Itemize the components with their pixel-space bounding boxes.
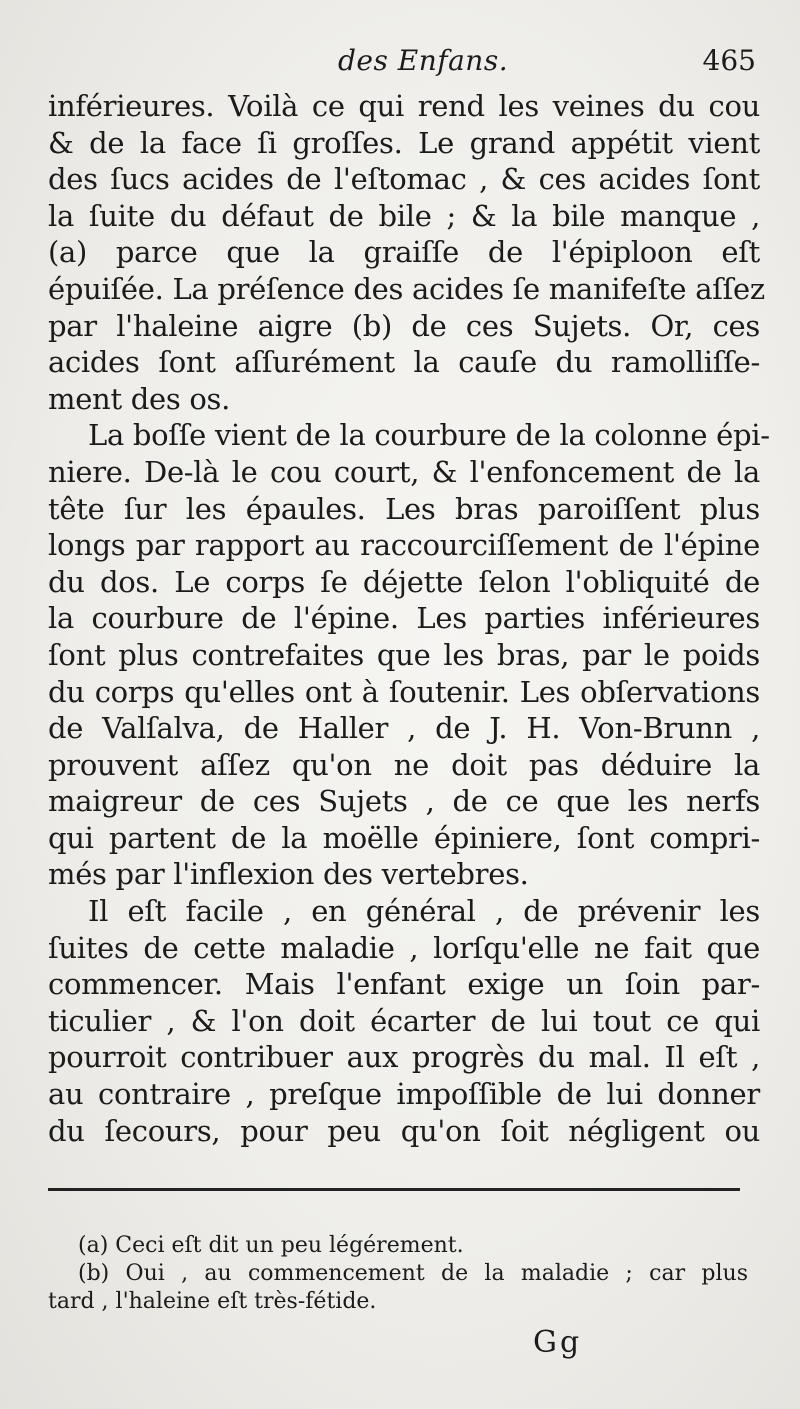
text-line: Il eſt facile , en général , de prévenir les bbox=[88, 894, 760, 929]
text-line: la ſuite du défaut de bile ; & la bile manque , bbox=[48, 198, 760, 233]
text-line: ment des os. bbox=[48, 381, 230, 416]
text-line: de Valſalva, de Haller , de J. H. Von-Brunn , bbox=[48, 711, 760, 746]
signature-mark: Gg bbox=[533, 1325, 583, 1360]
text-line: ſont plus contrefaites que les bras, par le poids bbox=[48, 637, 760, 672]
text-line: du dos. Le corps ſe déjette ſelon l'obliquité de bbox=[48, 564, 760, 599]
text-line: des ſucs acides de l'eſtomac , & ces acides ſont bbox=[48, 162, 760, 197]
text-line: pourroit contribuer aux progrès du mal. Il eſt , bbox=[48, 1040, 760, 1075]
text-line: du ſecours, pour peu qu'on ſoit négligent ou bbox=[48, 1113, 760, 1148]
text-line: (a) parce que la graiſſe de l'épiploon eſt bbox=[48, 235, 760, 270]
text-line: du corps qu'elles ont à ſoutenir. Les obſervations bbox=[48, 674, 760, 709]
text-line: La boſſe vient de la courbure de la colonne épi- bbox=[88, 418, 770, 453]
text-line: acides ſont aſſurément la cauſe du ramolliſſe- bbox=[48, 345, 760, 380]
text-line: épuiſée. La préſence des acides ſe manifeſte aſſez bbox=[48, 271, 765, 306]
paragraph-3 bbox=[48, 893, 760, 1149]
running-title: des Enfans. bbox=[338, 44, 509, 77]
text-line: la courbure de l'épine. Les parties inférieures bbox=[48, 601, 760, 636]
footnotes bbox=[48, 1232, 748, 1316]
running-head bbox=[48, 44, 756, 88]
paragraph-1 bbox=[48, 88, 765, 417]
text-line: au contraire , preſque impoſſible de lui donner bbox=[48, 1077, 760, 1112]
text-line: més par l'inflexion des vertebres. bbox=[48, 857, 529, 892]
text-line: longs par rapport au raccourciſſement de l'épine bbox=[48, 528, 760, 563]
footnote-b-line-2: tard , l'haleine eſt très-fétide. bbox=[48, 1289, 377, 1314]
body-text bbox=[48, 88, 770, 1149]
footnote-b-line-1: (b) Oui , au commencement de la maladie ; car plus bbox=[78, 1261, 748, 1286]
text-line: par l'haleine aigre (b) de ces Sujets. Or, ces bbox=[48, 308, 760, 343]
text-line: & de la face ſi groſſes. Le grand appétit vient bbox=[48, 125, 760, 160]
footnote-divider bbox=[48, 1188, 740, 1191]
page-number: 465 bbox=[702, 44, 756, 77]
text-line: commencer. Mais l'enfant exige un ſoin par- bbox=[48, 967, 760, 1002]
text-line: inférieures. Voilà ce qui rend les veines du cou bbox=[48, 89, 760, 123]
text-line: qui partent de la moëlle épiniere, ſont compri- bbox=[48, 820, 760, 855]
text-line: ſuites de cette maladie , lorſqu'elle ne fait que bbox=[48, 930, 760, 965]
text-line: niere. De-là le cou court, & l'enfoncement de la bbox=[48, 454, 760, 489]
text-line: tête ſur les épaules. Les bras paroiſſent plus bbox=[48, 491, 760, 526]
text-line: prouvent aſſez qu'on ne doit pas déduire la bbox=[48, 747, 760, 782]
text-line: ticulier , & l'on doit écarter de lui tout ce qui bbox=[48, 1003, 760, 1038]
paragraph-2 bbox=[48, 417, 770, 893]
footnote-a: (a) Ceci eſt dit un peu légérement. bbox=[78, 1233, 464, 1258]
text-line: maigreur de ces Sujets , de ce que les nerfs bbox=[48, 784, 760, 819]
